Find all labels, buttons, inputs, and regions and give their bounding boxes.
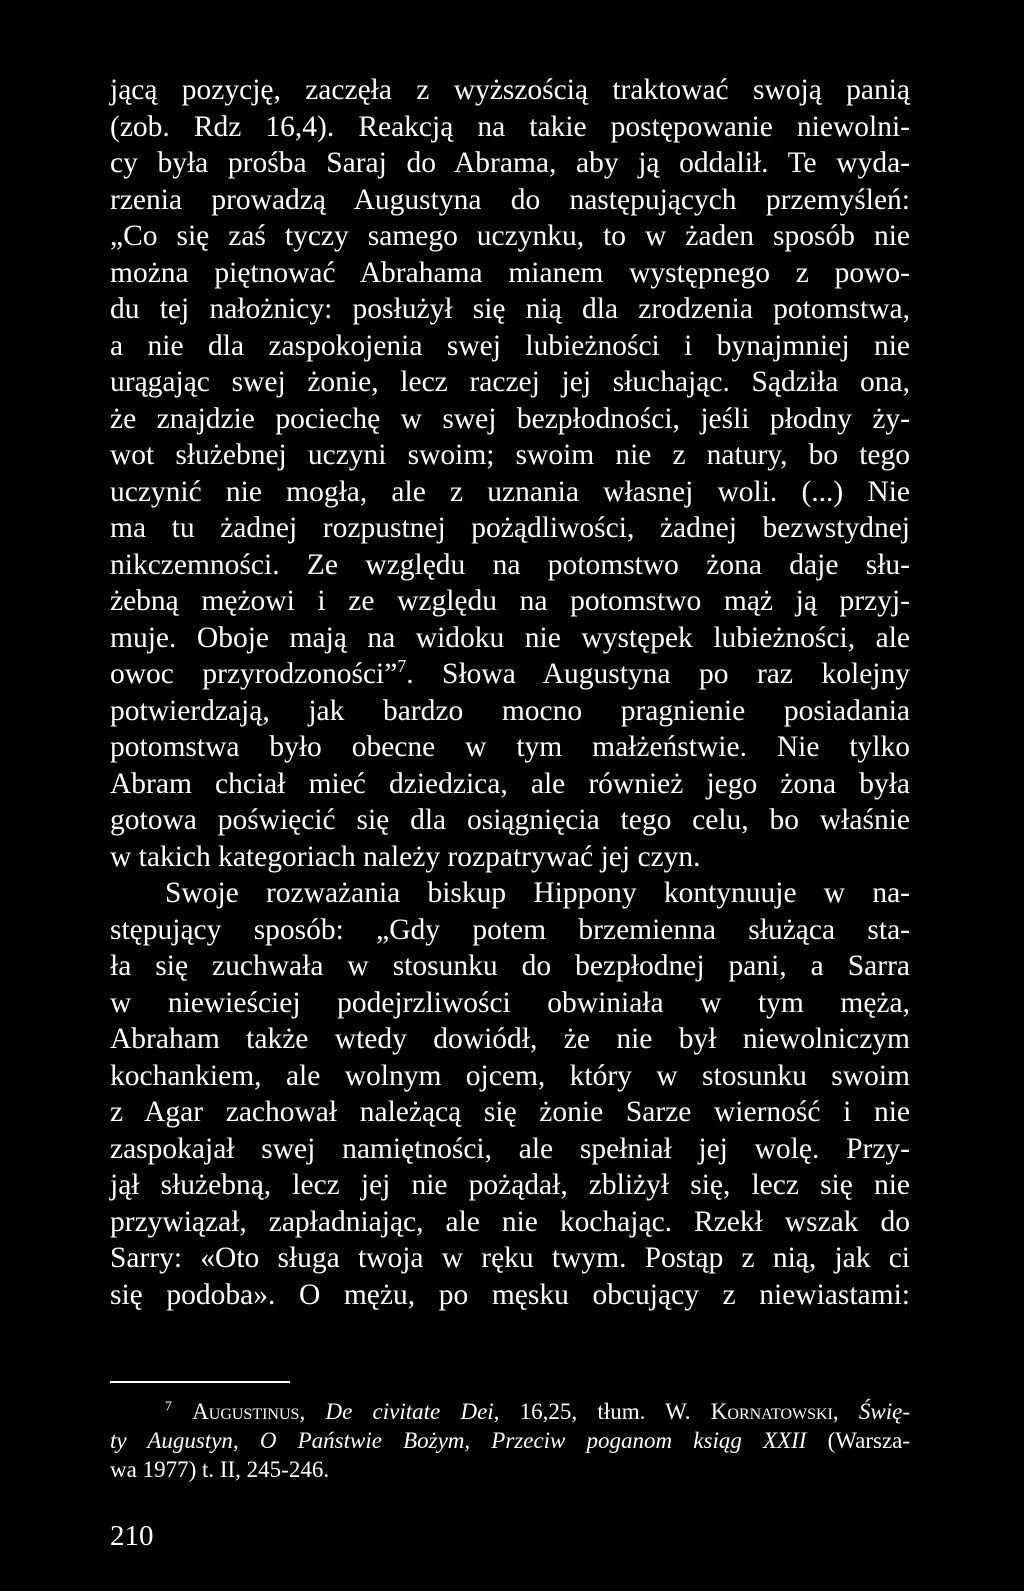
text-line: du tej nałożnicy: posłużył się nią dla zrodzenia potomstwa, <box>110 293 910 325</box>
text-line: zaspokajał swej namiętności, ale spełniał jej wolę. Przy- <box>110 1132 910 1165</box>
text-line: „Co się zaś tyczy samego uczynku, to w żaden sposób nie <box>110 220 910 252</box>
text-line: stępujący sposób: „Gdy potem brzemienna służąca sta- <box>110 913 910 946</box>
page-number: 210 <box>110 1520 154 1552</box>
text-line: urągając swej żonie, lecz raczej jej słuchając. Sądziła ona, <box>110 366 910 398</box>
footnotes <box>110 1397 910 1484</box>
text-line: przywiązał, zapładniając, ale nie kochając. Rzekł wszak do <box>110 1205 910 1238</box>
text-line: się podoba». O mężu, po męsku obcujący z niewiastami: <box>110 1278 910 1311</box>
text-line: jął służebną, lecz jej nie pożądał, zbliżył się, lecz się nie <box>110 1169 910 1201</box>
text-line: ła się zuchwała w stosunku do bezpłodnej pani, a Sarra <box>110 950 910 982</box>
text-line: że znajdzie pociechę w swej bezpłodności, jeśli płodny ży- <box>110 402 910 435</box>
text-line: potomstwa było obecne w tym małżeństwie. Nie tylko <box>110 731 910 763</box>
text-line: potwierdzają, jak bardzo mocno pragnienie posiadania <box>110 694 910 727</box>
text-line: uczynić nie mogła, ale z uznania własnej woli. (...) Nie <box>110 475 910 508</box>
text-line: Swoje rozważania biskup Hippony kontynuuje w na- <box>165 877 910 909</box>
footnote-work: De civitate Dei, <box>325 1399 500 1424</box>
text-line: cy była prośba Saraj do Abrama, aby ją oddalił. Te wyda- <box>110 147 910 179</box>
text-line: wot służebnej uczyni swoim; swoim nie z natury, bo tego <box>110 439 910 471</box>
footnote-line <box>110 1426 910 1455</box>
footnote-line: wa 1977) t. II, 245-246. <box>110 1457 330 1482</box>
footnote-translator: Kornatowski, <box>710 1399 839 1424</box>
text-line-with-footnote <box>110 656 910 693</box>
footnote-line <box>110 1397 910 1426</box>
footnote-publisher: (Warsza- <box>827 1428 911 1453</box>
main-text <box>110 72 910 1313</box>
text-line: muje. Oboje mają na widoku nie występek lubieżności, ale <box>110 621 910 654</box>
footnote-title-start: Świę- <box>858 1399 910 1424</box>
footnote-title-rest: ty Augustyn, O Państwie Bożym, Przeciw poganom ksiąg XXII <box>110 1428 807 1453</box>
text-line: nikczemności. Ze względu na potomstwo żona daje słu- <box>110 548 910 581</box>
text-line: a nie dla zaspokojenia swej lubieżności i bynajmniej nie <box>110 329 910 362</box>
text-line: Sarry: «Oto sługa twoja w ręku twym. Postąp z nią, jak ci <box>110 1242 910 1274</box>
text-continuation: . Słowa Augustyna po raz kolejny <box>406 658 910 690</box>
text-line: można piętnować Abrahama mianem występnego z powo- <box>110 256 910 289</box>
quote-end: owoc przyrodzoności” <box>110 658 398 690</box>
text-line: ma tu żadnej rozpustnej pożądliwości, żadnej bezwstydnej <box>110 512 910 544</box>
text-line: w niewieściej podejrzliwości obwiniała w tym męża, <box>110 986 910 1019</box>
text-line: Abraham także wtedy dowiódł, że nie był niewolniczym <box>110 1023 910 1055</box>
footnote-number: 7 <box>165 1398 172 1414</box>
text-line: w takich kategoriach należy rozpatrywać jej czyn. <box>110 840 701 873</box>
text-line: żebną mężowi i ze względu na potomstwo mąż ją przyj- <box>110 585 910 617</box>
footnote-divider <box>110 1381 290 1383</box>
text-line: kochankiem, ale wolnym ojcem, który w stosunku swoim <box>110 1059 910 1092</box>
text-line: z Agar zachował należącą się żonie Sarze wierność i nie <box>110 1096 910 1128</box>
footnote-ref: 16,25, tłum. W. <box>519 1399 691 1424</box>
text-line: gotowa poświęcić się dla osiągnięcia tego celu, bo właśnie <box>110 804 910 836</box>
text-line: jącą pozycję, zaczęła z wyższością traktować swoją panią <box>110 74 910 106</box>
text-line: (zob. Rdz 16,4). Reakcją na takie postępowanie niewolni- <box>110 110 910 143</box>
footnote-author: Augustinus, <box>192 1399 306 1424</box>
text-line: Abram chciał mieć dziedzica, ale również jego żona była <box>110 767 910 800</box>
text-line: rzenia prowadzą Augustyna do następujących przemyśleń: <box>110 183 910 216</box>
footnote-reference[interactable]: 7 <box>397 656 407 677</box>
